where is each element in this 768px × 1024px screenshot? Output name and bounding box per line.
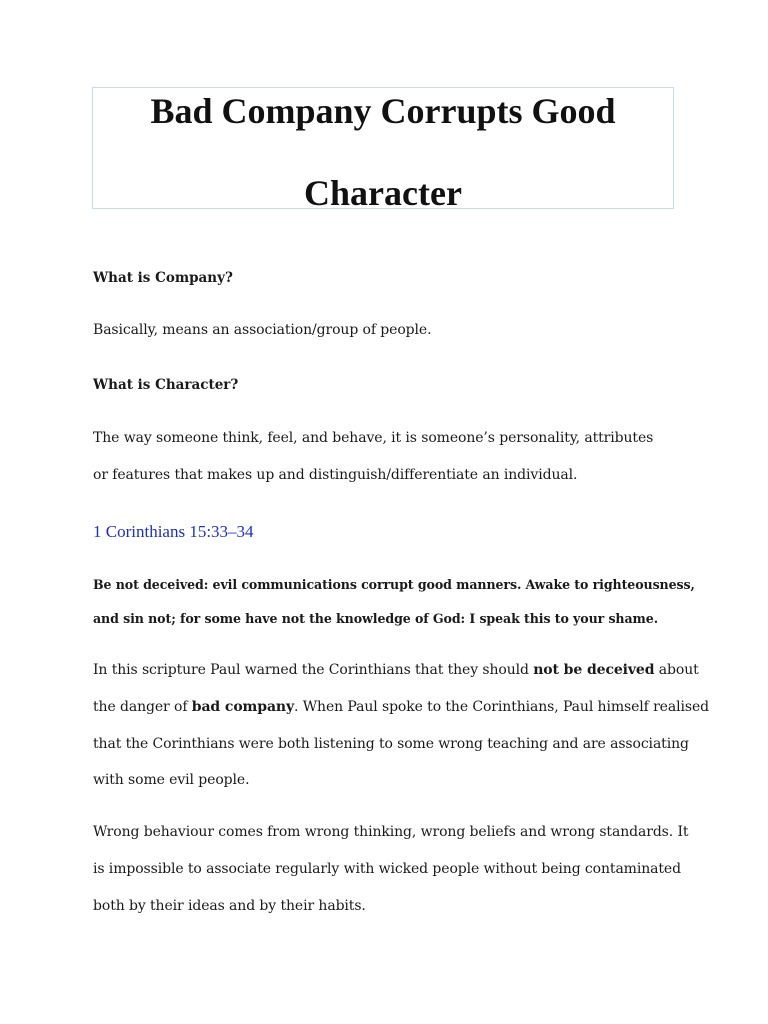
answer-character-line-2: or features that makes up and distinguish/differentiate an individual. xyxy=(93,467,578,483)
paragraph-1-line-2-text-a: the danger of xyxy=(93,699,192,715)
paragraph-1-line-1 xyxy=(93,662,699,678)
verse-line-2: and sin not; for some have not the knowledge of God: I speak this to your shame. xyxy=(93,611,658,626)
emphasis-bad-company: bad company xyxy=(191,699,295,715)
scripture-reference: 1 Corinthians 15:33–34 xyxy=(93,522,254,541)
document-title-line-2: Character xyxy=(304,173,462,213)
paragraph-1-line-3: that the Corinthians were both listening to some wrong teaching and are associating xyxy=(93,736,689,752)
answer-character-line-1: The way someone think, feel, and behave, it is someone’s personality, attributes xyxy=(93,430,654,446)
paragraph-2-line-3: both by their ideas and by their habits. xyxy=(93,898,366,914)
paragraph-1-line-1-text-b: about xyxy=(654,662,699,678)
question-company: What is Company? xyxy=(93,270,233,286)
paragraph-1-line-1-text-a: In this scripture Paul warned the Corinthians that they should xyxy=(93,662,534,678)
question-character: What is Character? xyxy=(93,377,239,393)
paragraph-1-line-4: with some evil people. xyxy=(93,772,250,788)
paragraph-2-line-2: is impossible to associate regularly with wicked people without being contaminated xyxy=(93,861,681,877)
document-title-line-1: Bad Company Corrupts Good xyxy=(150,91,616,131)
emphasis-not-be-deceived: not be deceived xyxy=(533,662,655,678)
paragraph-2-line-1: Wrong behaviour comes from wrong thinking, wrong beliefs and wrong standards. It xyxy=(93,824,689,840)
paragraph-1-line-2 xyxy=(93,699,710,715)
answer-company: Basically, means an association/group of people. xyxy=(93,322,432,338)
title-box xyxy=(92,87,674,213)
paragraph-1-line-2-text-b: . When Paul spoke to the Corinthians, Paul himself realised xyxy=(294,699,710,715)
verse-line-1: Be not deceived: evil communications corrupt good manners. Awake to righteousness, xyxy=(93,577,695,592)
